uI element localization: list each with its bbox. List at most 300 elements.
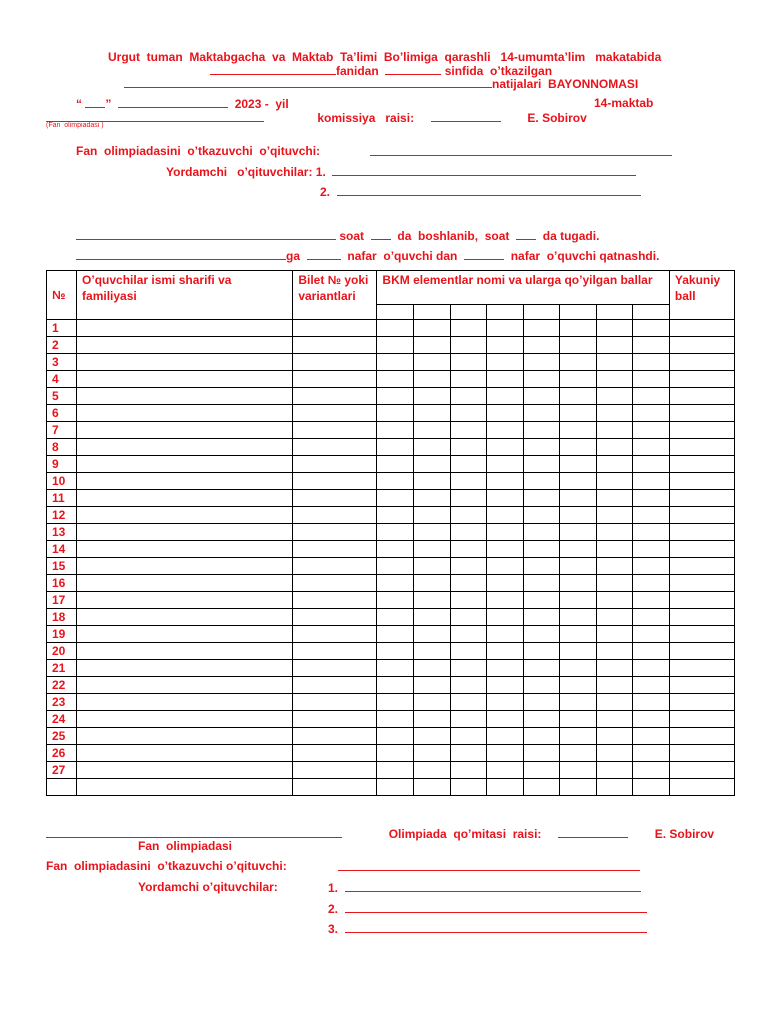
table-cell[interactable] — [450, 354, 486, 371]
table-cell[interactable] — [77, 609, 293, 626]
table-cell[interactable] — [559, 354, 596, 371]
table-cell[interactable] — [559, 643, 596, 660]
table-cell[interactable] — [559, 609, 596, 626]
table-cell[interactable] — [450, 643, 486, 660]
table-cell[interactable] — [77, 558, 293, 575]
table-cell[interactable] — [414, 320, 450, 337]
table-cell[interactable] — [486, 405, 523, 422]
table-cell[interactable] — [669, 677, 734, 694]
table-cell[interactable] — [632, 388, 669, 405]
table-cell[interactable] — [523, 371, 559, 388]
table-cell[interactable] — [377, 524, 414, 541]
table-cell[interactable] — [596, 524, 632, 541]
table-cell[interactable] — [596, 405, 632, 422]
table-cell[interactable] — [523, 541, 559, 558]
table-cell[interactable] — [523, 422, 559, 439]
table-cell[interactable] — [559, 473, 596, 490]
table-cell[interactable] — [414, 439, 450, 456]
table-cell[interactable] — [523, 524, 559, 541]
table-cell[interactable] — [450, 694, 486, 711]
table-cell[interactable] — [414, 422, 450, 439]
table-cell[interactable] — [293, 728, 377, 745]
table-cell[interactable] — [377, 728, 414, 745]
table-cell[interactable] — [414, 337, 450, 354]
table-cell[interactable] — [486, 711, 523, 728]
table-cell[interactable] — [450, 507, 486, 524]
table-cell[interactable] — [414, 711, 450, 728]
table-cell[interactable] — [523, 490, 559, 507]
table-cell[interactable] — [377, 337, 414, 354]
table-cell[interactable] — [486, 762, 523, 779]
table-cell[interactable] — [293, 558, 377, 575]
table-cell[interactable] — [77, 337, 293, 354]
table-cell[interactable] — [414, 745, 450, 762]
table-cell[interactable] — [523, 626, 559, 643]
table-cell[interactable] — [450, 388, 486, 405]
table-cell[interactable] — [377, 643, 414, 660]
table-cell[interactable] — [559, 490, 596, 507]
table-cell[interactable] — [523, 337, 559, 354]
table-cell[interactable] — [377, 507, 414, 524]
table-cell[interactable] — [450, 439, 486, 456]
table-cell[interactable] — [450, 728, 486, 745]
table-cell[interactable] — [450, 575, 486, 592]
table-cell[interactable] — [293, 371, 377, 388]
table-cell[interactable] — [486, 745, 523, 762]
table-cell[interactable] — [77, 643, 293, 660]
bkm-subcell[interactable] — [486, 305, 523, 320]
table-cell[interactable] — [414, 643, 450, 660]
table-cell[interactable] — [596, 507, 632, 524]
table-cell[interactable] — [669, 456, 734, 473]
table-cell[interactable] — [77, 388, 293, 405]
table-cell[interactable] — [414, 677, 450, 694]
table-cell[interactable] — [377, 745, 414, 762]
table-cell[interactable] — [77, 626, 293, 643]
table-cell[interactable] — [293, 354, 377, 371]
table-cell[interactable] — [632, 524, 669, 541]
table-cell[interactable] — [293, 779, 377, 796]
table-cell[interactable] — [559, 320, 596, 337]
table-cell[interactable] — [414, 405, 450, 422]
table-cell[interactable] — [632, 439, 669, 456]
table-cell[interactable] — [77, 405, 293, 422]
table-cell[interactable] — [669, 694, 734, 711]
table-cell[interactable] — [486, 609, 523, 626]
table-cell[interactable] — [559, 524, 596, 541]
table-cell[interactable] — [596, 439, 632, 456]
table-cell[interactable] — [669, 405, 734, 422]
table-cell[interactable] — [523, 388, 559, 405]
table-cell[interactable] — [632, 354, 669, 371]
table-cell[interactable] — [596, 541, 632, 558]
table-cell[interactable] — [293, 660, 377, 677]
table-cell[interactable] — [414, 354, 450, 371]
table-cell[interactable] — [77, 575, 293, 592]
table-cell[interactable] — [596, 609, 632, 626]
table-cell[interactable] — [450, 490, 486, 507]
table-cell[interactable] — [414, 609, 450, 626]
table-cell[interactable] — [377, 541, 414, 558]
table-cell[interactable] — [486, 422, 523, 439]
table-cell[interactable] — [414, 762, 450, 779]
table-cell[interactable] — [632, 626, 669, 643]
table-cell[interactable] — [669, 660, 734, 677]
table-cell[interactable] — [632, 456, 669, 473]
table-cell[interactable] — [486, 439, 523, 456]
table-cell[interactable] — [523, 575, 559, 592]
table-cell[interactable] — [77, 456, 293, 473]
table-cell[interactable] — [293, 337, 377, 354]
table-cell[interactable] — [414, 728, 450, 745]
table-cell[interactable] — [523, 660, 559, 677]
table-cell[interactable] — [559, 388, 596, 405]
table-cell[interactable] — [450, 320, 486, 337]
table-cell[interactable] — [414, 592, 450, 609]
table-cell[interactable] — [77, 507, 293, 524]
table-cell[interactable] — [293, 524, 377, 541]
table-cell[interactable] — [486, 575, 523, 592]
table-cell[interactable] — [293, 388, 377, 405]
table-cell[interactable] — [669, 745, 734, 762]
table-cell[interactable] — [669, 558, 734, 575]
table-cell[interactable] — [293, 405, 377, 422]
table-cell[interactable] — [523, 643, 559, 660]
table-cell[interactable] — [486, 643, 523, 660]
table-cell[interactable] — [559, 371, 596, 388]
table-cell[interactable] — [632, 592, 669, 609]
table-cell[interactable] — [414, 524, 450, 541]
table-cell[interactable] — [414, 371, 450, 388]
table-cell[interactable] — [669, 728, 734, 745]
table-cell[interactable] — [523, 456, 559, 473]
table-cell[interactable] — [450, 626, 486, 643]
table-cell[interactable] — [596, 422, 632, 439]
table-cell[interactable] — [293, 592, 377, 609]
table-cell[interactable] — [669, 354, 734, 371]
table-cell[interactable] — [450, 371, 486, 388]
table-cell[interactable] — [377, 694, 414, 711]
table-cell[interactable] — [523, 694, 559, 711]
table-cell[interactable] — [77, 694, 293, 711]
table-cell[interactable] — [669, 779, 734, 796]
table-cell[interactable] — [77, 660, 293, 677]
table-cell[interactable] — [77, 779, 293, 796]
table-cell[interactable] — [77, 439, 293, 456]
table-cell[interactable] — [632, 422, 669, 439]
table-cell[interactable] — [486, 337, 523, 354]
table-cell[interactable] — [632, 473, 669, 490]
table-cell[interactable] — [486, 320, 523, 337]
table-cell[interactable] — [450, 660, 486, 677]
table-cell[interactable] — [632, 677, 669, 694]
table-cell[interactable] — [559, 575, 596, 592]
table-cell[interactable] — [377, 762, 414, 779]
table-cell[interactable] — [559, 728, 596, 745]
table-cell[interactable] — [293, 507, 377, 524]
table-cell[interactable] — [377, 558, 414, 575]
table-cell[interactable] — [486, 660, 523, 677]
table-cell[interactable] — [414, 456, 450, 473]
table-cell[interactable] — [669, 371, 734, 388]
table-cell[interactable] — [596, 337, 632, 354]
table-cell[interactable] — [632, 337, 669, 354]
table-cell[interactable] — [77, 473, 293, 490]
table-cell[interactable] — [77, 592, 293, 609]
table-cell[interactable] — [669, 762, 734, 779]
table-cell[interactable] — [559, 558, 596, 575]
table-cell[interactable] — [632, 575, 669, 592]
table-cell[interactable] — [632, 745, 669, 762]
table-cell[interactable] — [523, 439, 559, 456]
table-cell[interactable] — [596, 575, 632, 592]
table-cell[interactable] — [450, 558, 486, 575]
table-cell[interactable] — [486, 354, 523, 371]
table-cell[interactable] — [293, 609, 377, 626]
bkm-subcell[interactable] — [523, 305, 559, 320]
table-cell[interactable] — [293, 745, 377, 762]
table-cell[interactable] — [559, 694, 596, 711]
table-cell[interactable] — [377, 405, 414, 422]
table-cell[interactable] — [596, 643, 632, 660]
table-cell[interactable] — [596, 490, 632, 507]
table-cell[interactable] — [293, 439, 377, 456]
table-cell[interactable] — [77, 711, 293, 728]
table-cell[interactable] — [486, 456, 523, 473]
table-cell[interactable] — [669, 643, 734, 660]
table-cell[interactable] — [377, 490, 414, 507]
table-cell[interactable] — [77, 371, 293, 388]
table-cell[interactable] — [486, 473, 523, 490]
table-cell[interactable] — [486, 524, 523, 541]
table-cell[interactable] — [414, 558, 450, 575]
table-cell[interactable] — [669, 439, 734, 456]
table-cell[interactable] — [293, 694, 377, 711]
table-cell[interactable] — [450, 745, 486, 762]
table-cell[interactable] — [669, 711, 734, 728]
table-cell[interactable] — [77, 320, 293, 337]
table-cell[interactable] — [559, 779, 596, 796]
table-cell[interactable] — [293, 575, 377, 592]
bkm-subcell[interactable] — [450, 305, 486, 320]
table-cell[interactable] — [596, 728, 632, 745]
table-cell[interactable] — [559, 507, 596, 524]
table-cell[interactable] — [669, 490, 734, 507]
table-cell[interactable] — [669, 626, 734, 643]
bkm-subcell[interactable] — [377, 305, 414, 320]
table-cell[interactable] — [377, 660, 414, 677]
table-cell[interactable] — [293, 456, 377, 473]
table-cell[interactable] — [632, 490, 669, 507]
table-cell[interactable] — [77, 762, 293, 779]
table-cell[interactable] — [596, 371, 632, 388]
table-cell[interactable] — [486, 728, 523, 745]
table-cell[interactable] — [377, 779, 414, 796]
table-cell[interactable] — [559, 677, 596, 694]
table-cell[interactable] — [486, 507, 523, 524]
table-cell[interactable] — [377, 422, 414, 439]
table-cell[interactable] — [669, 422, 734, 439]
table-cell[interactable] — [669, 541, 734, 558]
table-cell[interactable] — [632, 711, 669, 728]
table-cell[interactable] — [669, 337, 734, 354]
table-cell[interactable] — [486, 388, 523, 405]
table-cell[interactable] — [596, 558, 632, 575]
table-cell[interactable] — [559, 337, 596, 354]
table-cell[interactable] — [293, 677, 377, 694]
table-cell[interactable] — [414, 779, 450, 796]
table-cell[interactable] — [377, 711, 414, 728]
bkm-subcell[interactable] — [559, 305, 596, 320]
table-cell[interactable] — [669, 575, 734, 592]
table-cell[interactable] — [293, 643, 377, 660]
table-cell[interactable] — [523, 728, 559, 745]
table-cell[interactable] — [377, 320, 414, 337]
table-cell[interactable] — [377, 609, 414, 626]
table-cell[interactable] — [523, 558, 559, 575]
table-cell[interactable] — [414, 541, 450, 558]
table-cell[interactable] — [523, 779, 559, 796]
table-cell[interactable] — [486, 694, 523, 711]
table-cell[interactable] — [632, 371, 669, 388]
table-cell[interactable] — [414, 388, 450, 405]
table-cell[interactable] — [523, 320, 559, 337]
table-cell[interactable] — [559, 762, 596, 779]
table-cell[interactable] — [450, 422, 486, 439]
table-cell[interactable] — [486, 592, 523, 609]
table-cell[interactable] — [377, 626, 414, 643]
table-cell[interactable] — [293, 320, 377, 337]
table-cell[interactable] — [293, 711, 377, 728]
table-cell[interactable] — [559, 541, 596, 558]
table-cell[interactable] — [523, 677, 559, 694]
table-cell[interactable] — [77, 422, 293, 439]
table-cell[interactable] — [559, 456, 596, 473]
table-cell[interactable] — [523, 609, 559, 626]
table-cell[interactable] — [596, 592, 632, 609]
table-cell[interactable] — [559, 626, 596, 643]
table-cell[interactable] — [596, 711, 632, 728]
table-cell[interactable] — [450, 337, 486, 354]
table-cell[interactable] — [559, 711, 596, 728]
table-cell[interactable] — [414, 490, 450, 507]
table-cell[interactable] — [596, 779, 632, 796]
table-cell[interactable] — [450, 609, 486, 626]
table-cell[interactable] — [414, 507, 450, 524]
table-cell[interactable] — [632, 507, 669, 524]
table-cell[interactable] — [596, 388, 632, 405]
table-cell[interactable] — [414, 694, 450, 711]
table-cell[interactable] — [669, 524, 734, 541]
table-cell[interactable] — [293, 473, 377, 490]
table-cell[interactable] — [486, 371, 523, 388]
table-cell[interactable] — [377, 592, 414, 609]
table-cell[interactable] — [523, 507, 559, 524]
table-cell[interactable] — [632, 609, 669, 626]
table-cell[interactable] — [523, 745, 559, 762]
table-cell[interactable] — [77, 354, 293, 371]
table-cell[interactable] — [669, 507, 734, 524]
table-cell[interactable] — [486, 541, 523, 558]
table-cell[interactable] — [450, 524, 486, 541]
table-cell[interactable] — [450, 711, 486, 728]
table-cell[interactable] — [523, 473, 559, 490]
table-cell[interactable] — [377, 371, 414, 388]
table-cell[interactable] — [414, 660, 450, 677]
bkm-subcell[interactable] — [596, 305, 632, 320]
table-cell[interactable] — [523, 354, 559, 371]
table-cell[interactable] — [450, 762, 486, 779]
table-cell[interactable] — [669, 592, 734, 609]
table-cell[interactable] — [377, 456, 414, 473]
table-cell[interactable] — [632, 405, 669, 422]
bkm-subcell[interactable] — [414, 305, 450, 320]
table-cell[interactable] — [486, 779, 523, 796]
table-cell[interactable] — [450, 677, 486, 694]
table-cell[interactable] — [77, 728, 293, 745]
table-cell[interactable] — [486, 558, 523, 575]
table-cell[interactable] — [77, 541, 293, 558]
table-cell[interactable] — [596, 745, 632, 762]
table-cell[interactable] — [632, 660, 669, 677]
table-cell[interactable] — [486, 626, 523, 643]
table-cell[interactable] — [377, 473, 414, 490]
table-cell[interactable] — [596, 694, 632, 711]
table-cell[interactable] — [77, 677, 293, 694]
table-cell[interactable] — [523, 762, 559, 779]
table-cell[interactable] — [596, 320, 632, 337]
table-cell[interactable] — [559, 745, 596, 762]
table-cell[interactable] — [486, 677, 523, 694]
table-cell[interactable] — [450, 779, 486, 796]
table-cell[interactable] — [632, 762, 669, 779]
table-cell[interactable] — [77, 490, 293, 507]
table-cell[interactable] — [632, 779, 669, 796]
table-cell[interactable] — [559, 439, 596, 456]
table-cell[interactable] — [632, 320, 669, 337]
table-cell[interactable] — [486, 490, 523, 507]
table-cell[interactable] — [450, 592, 486, 609]
table-cell[interactable] — [559, 660, 596, 677]
table-cell[interactable] — [293, 490, 377, 507]
table-cell[interactable] — [414, 626, 450, 643]
table-cell[interactable] — [77, 524, 293, 541]
bkm-subcell[interactable] — [632, 305, 669, 320]
table-cell[interactable] — [523, 592, 559, 609]
table-cell[interactable] — [377, 575, 414, 592]
table-cell[interactable] — [559, 405, 596, 422]
table-cell[interactable] — [377, 388, 414, 405]
table-cell[interactable] — [450, 405, 486, 422]
table-cell[interactable] — [596, 626, 632, 643]
table-cell[interactable] — [377, 439, 414, 456]
table-cell[interactable] — [632, 643, 669, 660]
table-cell[interactable] — [669, 473, 734, 490]
table-cell[interactable] — [293, 422, 377, 439]
table-cell[interactable] — [632, 541, 669, 558]
table-cell[interactable] — [669, 388, 734, 405]
table-cell[interactable] — [450, 541, 486, 558]
table-cell[interactable] — [596, 456, 632, 473]
table-cell[interactable] — [669, 609, 734, 626]
table-cell[interactable] — [293, 541, 377, 558]
table-cell[interactable] — [596, 660, 632, 677]
table-cell[interactable] — [559, 592, 596, 609]
table-cell[interactable] — [632, 728, 669, 745]
table-cell[interactable] — [450, 456, 486, 473]
table-cell[interactable] — [596, 473, 632, 490]
table-cell[interactable] — [596, 762, 632, 779]
